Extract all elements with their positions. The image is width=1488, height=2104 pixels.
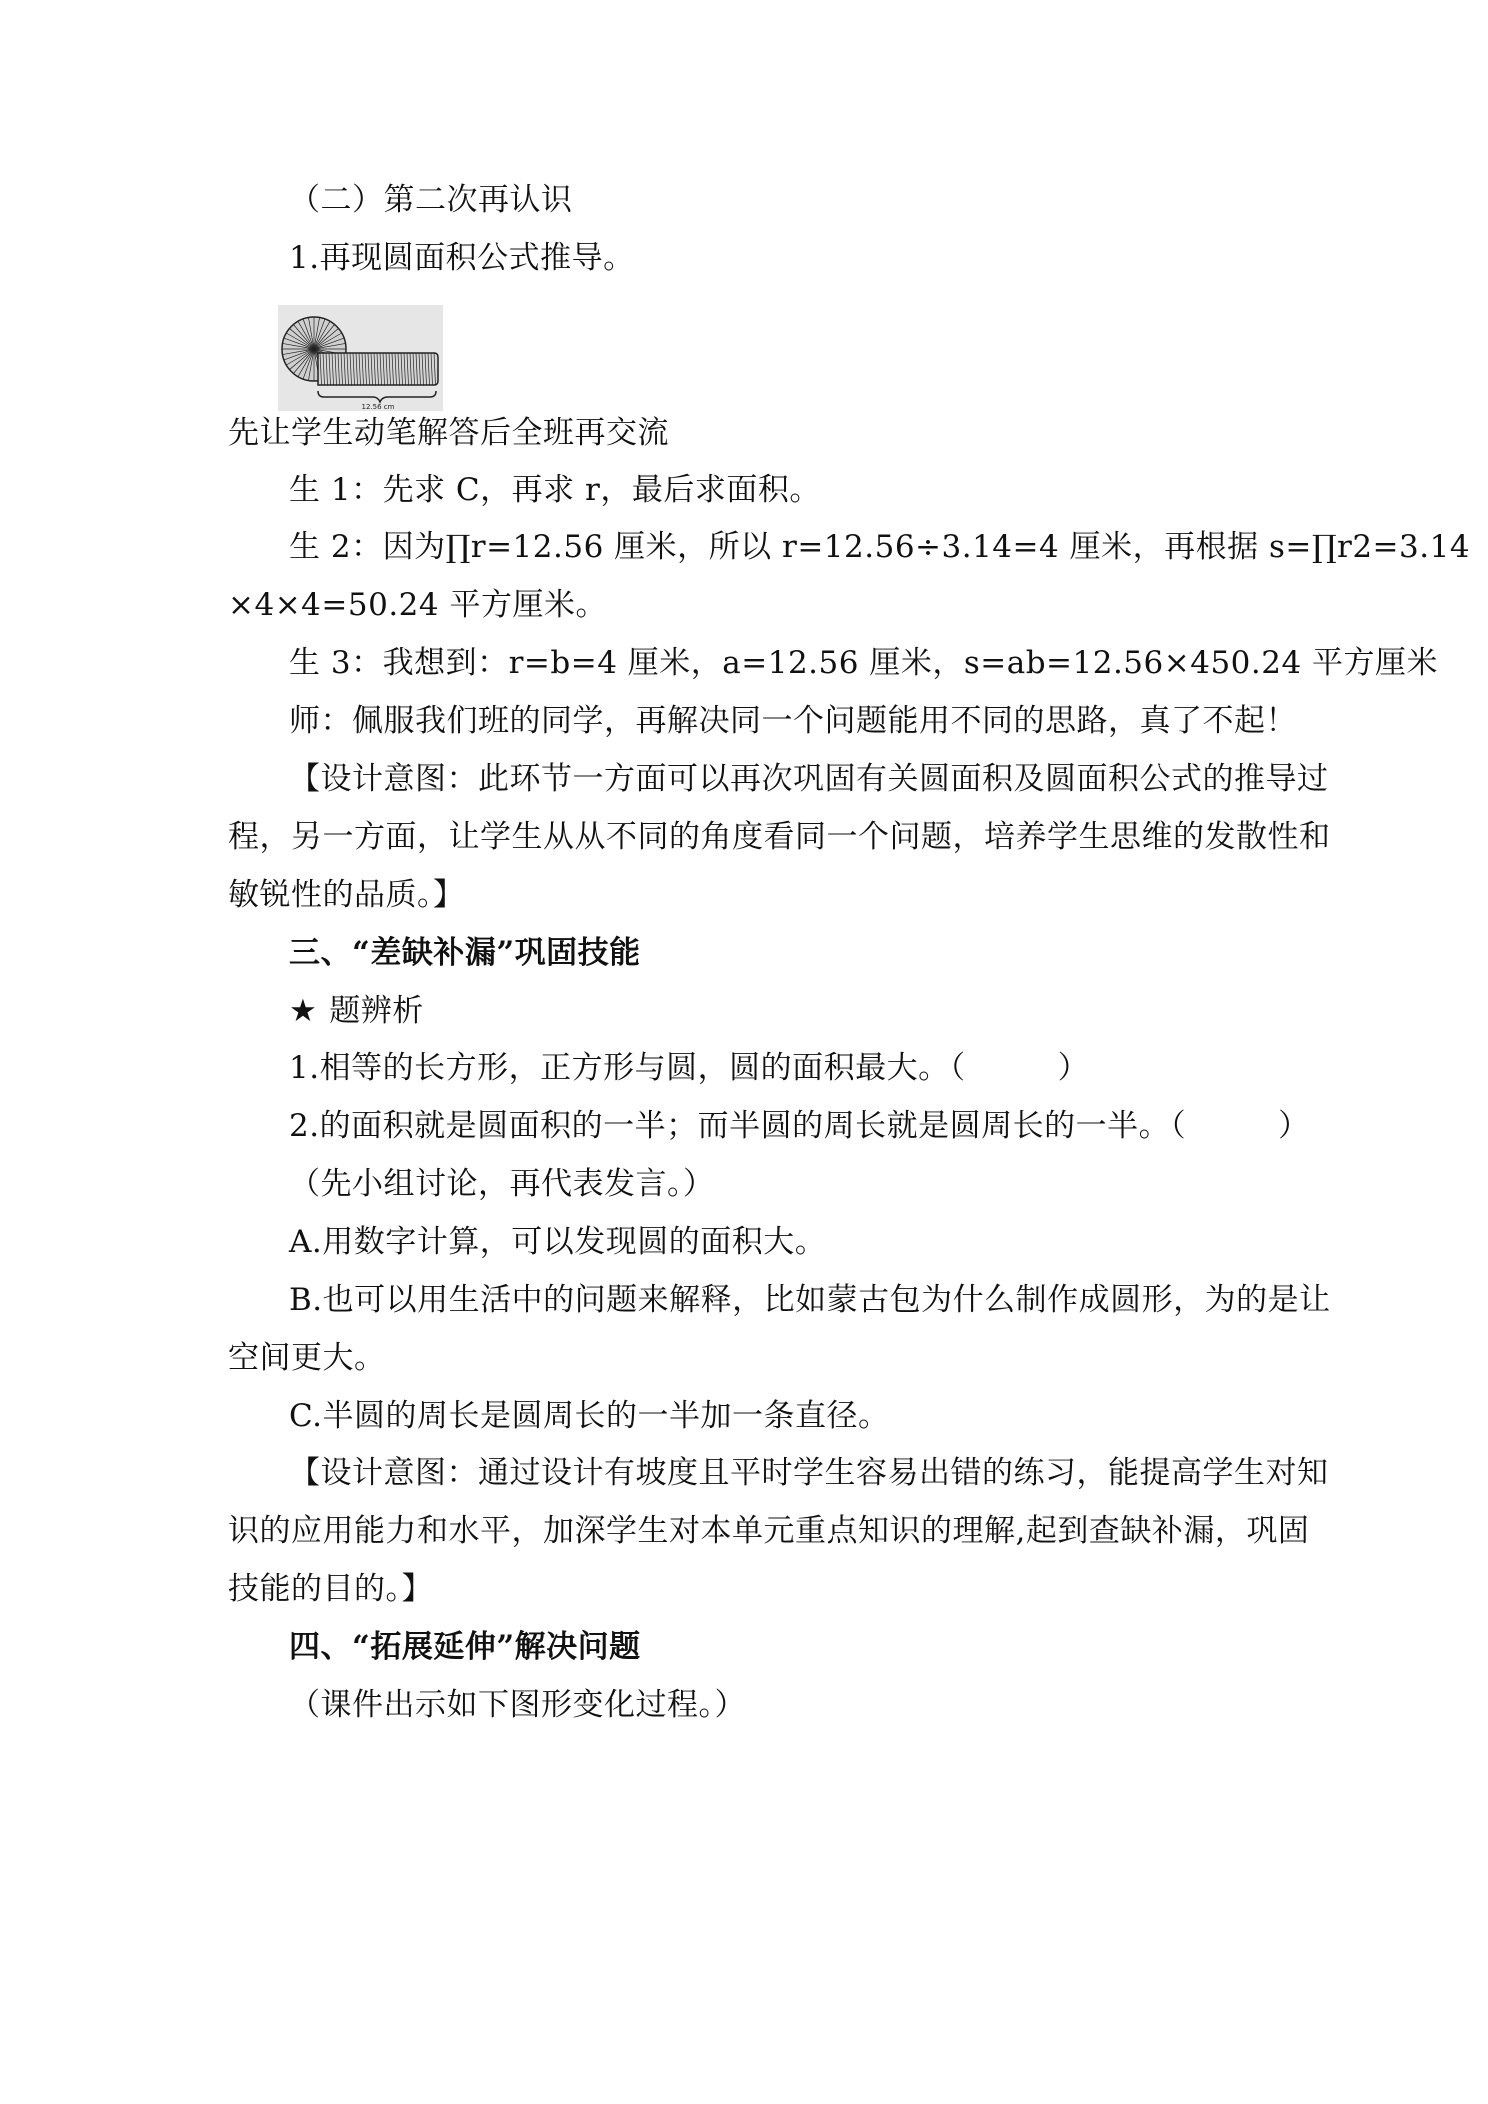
section-3-title: 三、“差缺补漏”巩固技能: [289, 935, 641, 971]
design-intent-2-line-1: 【设计意图：通过设计有坡度且平时学生容易出错的练习，能提高学生对知: [289, 1455, 1329, 1491]
question-1-paren-close: ）: [1057, 1050, 1090, 1086]
intro-text: 先让学生动笔解答后全班再交流: [228, 415, 669, 451]
design-intent-2-line-3: 技能的目的。】: [228, 1571, 433, 1607]
courseware-note: （课件出示如下图形变化过程。）: [289, 1687, 746, 1723]
design-intent-1-line-1: 【设计意图：此环节一方面可以再次巩固有关圆面积及圆面积公式的推导过: [289, 761, 1329, 797]
question-1: [289, 1048, 1089, 1088]
student-2-answer-line-2: ×4×4=50.24 平方厘米。: [228, 587, 607, 623]
student-2-answer-line-1: 生 2：因为∏r=12.56 厘米，所以 r=12.56÷3.14=4 厘米，再根据 s=∏r2=3.14: [289, 529, 1471, 565]
section-4-title: 四、“拓展延伸”解决问题: [289, 1629, 641, 1665]
item-1-heading: 1.再现圆面积公式推导。: [289, 240, 635, 276]
star-icon: ★: [289, 993, 318, 1029]
teacher-comment: 师：佩服我们班的同学，再解决同一个问题能用不同的思路，真了不起！: [289, 703, 1297, 739]
answer-a: A.用数字计算，可以发现圆的面积大。: [289, 1224, 827, 1260]
design-intent-1-line-3: 敏锐性的品质。】: [228, 877, 465, 913]
judge-title: 题辨析: [329, 993, 424, 1029]
judge-heading: [289, 991, 424, 1031]
student-1-answer: 生 1：先求 C，再求 r，最后求面积。: [289, 472, 821, 508]
question-2: [289, 1106, 1310, 1146]
student-3-answer: 生 3：我想到：r=b=4 厘米，a=12.56 厘米，s=ab=12.56×450.24 平方厘米: [289, 645, 1439, 681]
question-2-text: 2.的面积就是圆面积的一半；而半圆的周长就是圆周长的一半。（: [289, 1108, 1187, 1144]
answer-c: C.半圆的周长是圆周长的一半加一条直径。: [289, 1398, 890, 1434]
design-intent-1-line-2: 程，另一方面，让学生从从不同的角度看同一个问题，培养学生思维的发散性和: [228, 819, 1331, 855]
circle-rearrangement-image: [278, 305, 443, 411]
question-1-text: 1.相等的长方形，正方形与圆，圆的面积最大。（: [289, 1050, 966, 1086]
rearranged-strip: [318, 353, 438, 385]
length-label: 12.56 cm: [361, 403, 395, 411]
answer-b-line-2: 空间更大。: [228, 1340, 386, 1376]
discussion-note: （先小组讨论，再代表发言。）: [289, 1166, 715, 1202]
section-subtitle: （二）第二次再认识: [289, 182, 573, 218]
design-intent-2-line-2: 识的应用能力和水平，加深学生对本单元重点知识的理解,起到查缺补漏，巩固: [228, 1513, 1310, 1549]
question-2-paren-close: ）: [1278, 1108, 1310, 1144]
answer-b-line-1: B.也可以用生活中的问题来解释，比如蒙古包为什么制作成圆形，为的是让: [289, 1282, 1331, 1318]
circle-area-derivation-figure: [278, 305, 443, 411]
